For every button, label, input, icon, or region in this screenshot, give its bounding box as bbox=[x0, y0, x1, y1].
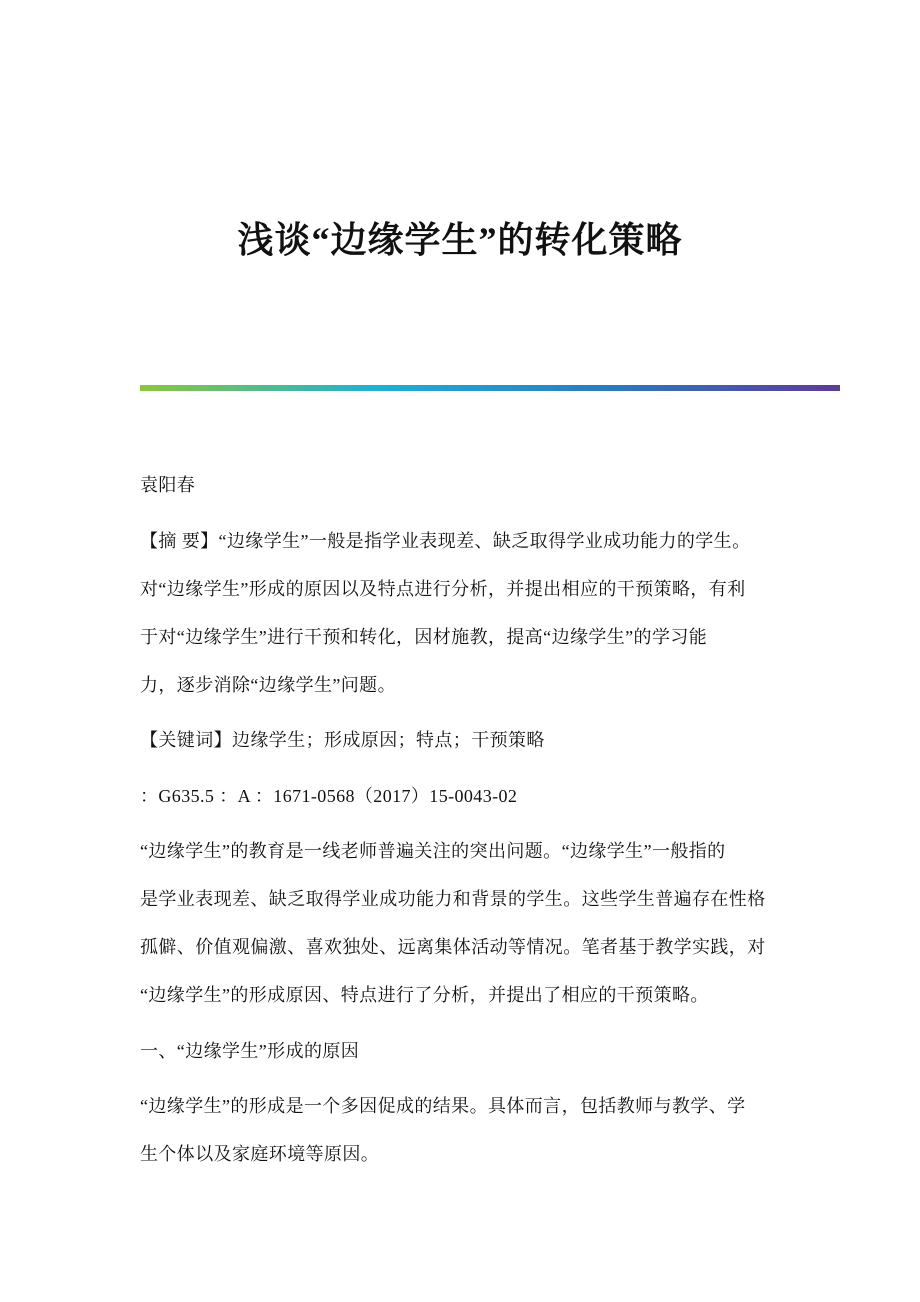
author-block bbox=[140, 461, 800, 509]
abstract-paragraph bbox=[140, 517, 800, 709]
section-heading: 一、“边缘学生”形成的原因 bbox=[140, 1040, 360, 1061]
section1-line: “边缘学生”的形成是一个多因促成的结果。具体而言，包括教师与教学、学 bbox=[140, 1096, 746, 1116]
classification-paragraph bbox=[140, 772, 800, 820]
abstract-line: 对“边缘学生”形成的原因以及特点进行分析，并提出相应的干预策略，有利 bbox=[140, 578, 746, 599]
abstract-line: 力，逐步消除“边缘学生”问题。 bbox=[140, 674, 396, 695]
intro-paragraph bbox=[140, 827, 800, 1019]
author-name: 袁阳春 bbox=[140, 475, 196, 495]
intro-line: “边缘学生”的教育是一线老师普遍关注的突出问题。“边缘学生”一般指的 bbox=[140, 841, 726, 861]
keywords-line: 【关键词】边缘学生；形成原因；特点；干预策略 bbox=[140, 730, 545, 750]
document-body bbox=[140, 461, 800, 1186]
intro-line: 孤僻、价值观偏激、喜欢独处、远离集体活动等情况。笔者基于教学实践，对 bbox=[140, 937, 766, 957]
keywords-paragraph bbox=[140, 716, 800, 764]
abstract-line: 于对“边缘学生”进行干预和转化，因材施教，提高“边缘学生”的学习能 bbox=[140, 626, 708, 647]
title-divider bbox=[140, 385, 840, 391]
abstract-line: 【摘 要】“边缘学生”一般是指学业表现差、缺乏取得学业成功能力的学生。 bbox=[140, 530, 751, 551]
classification-line: ：G635.5 ：A ：1671-0568（2017）15-0043-02 bbox=[140, 785, 518, 806]
section1-paragraph bbox=[140, 1082, 800, 1178]
intro-line: 是学业表现差、缺乏取得学业成功能力和背景的学生。这些学生普遍存在性格 bbox=[140, 889, 766, 909]
intro-line: “边缘学生”的形成原因、特点进行了分析，并提出了相应的干预策略。 bbox=[140, 985, 709, 1005]
section1-line: 生个体以及家庭环境等原因。 bbox=[140, 1144, 380, 1164]
section-heading-block bbox=[140, 1027, 800, 1075]
document-title: 浅谈“边缘学生”的转化策略 bbox=[237, 220, 683, 260]
